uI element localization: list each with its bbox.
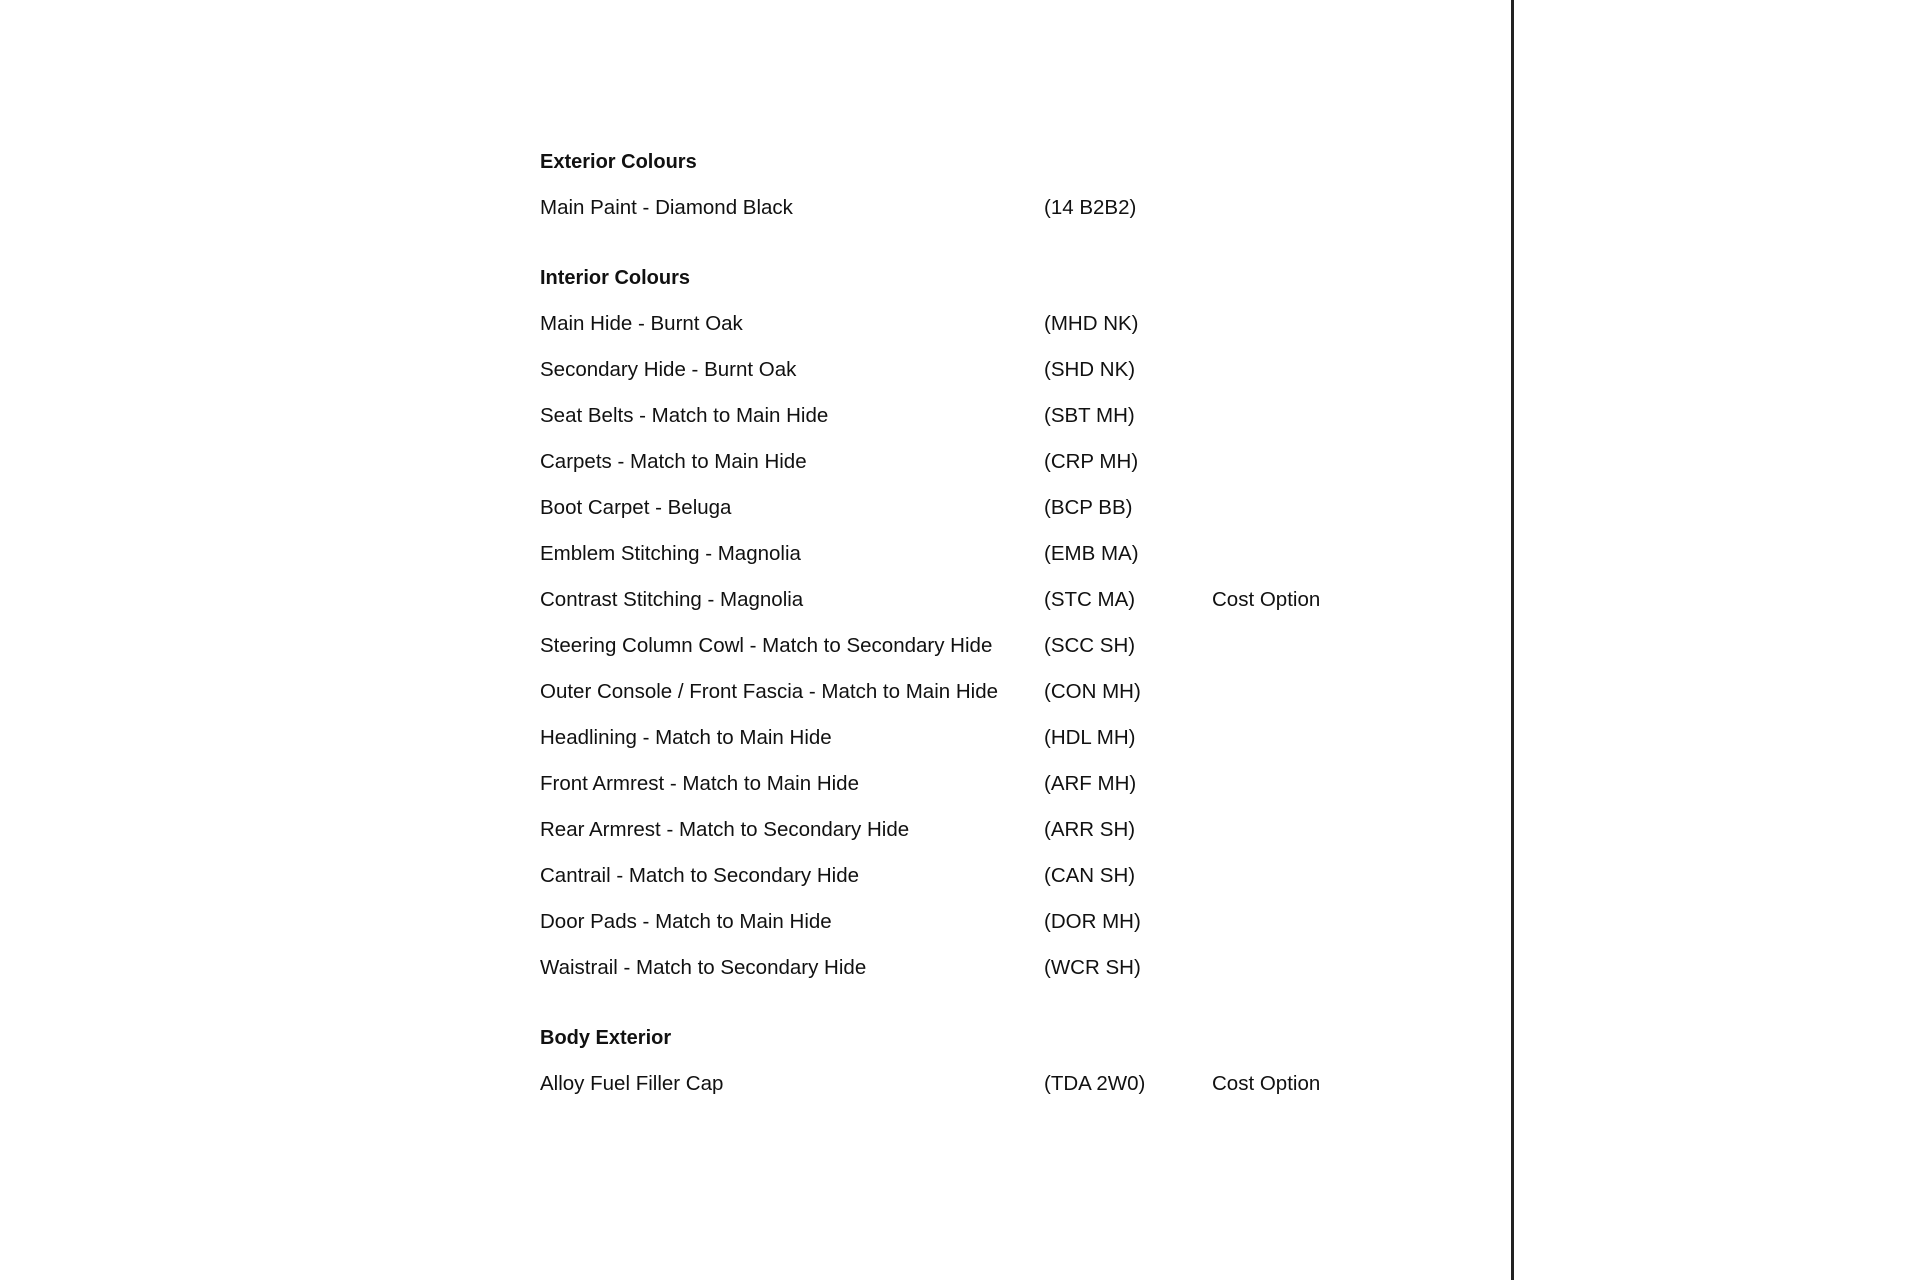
spec-row (540, 358, 1440, 382)
spec-row (540, 404, 1440, 428)
spec-item: Main Paint - Diamond Black (540, 196, 793, 219)
spec-row (540, 772, 1440, 796)
spec-code: (CRP MH) (1044, 450, 1139, 473)
spec-row (540, 588, 1440, 612)
spec-item: Emblem Stitching - Magnolia (540, 542, 801, 565)
spec-row (540, 726, 1440, 750)
section-heading: Interior Colours (540, 267, 691, 289)
spec-code: (CAN SH) (1044, 864, 1136, 887)
spec-code: (14 B2B2) (1044, 196, 1137, 219)
spec-code: (DOR MH) (1044, 910, 1141, 933)
spec-code: (EMB MA) (1044, 542, 1139, 565)
spec-item: Headlining - Match to Main Hide (540, 726, 832, 749)
spec-code: (ARR SH) (1044, 818, 1136, 841)
spec-code: (SCC SH) (1044, 634, 1136, 657)
spec-code: (SBT MH) (1044, 404, 1135, 427)
page-edge-divider (1511, 0, 1514, 1280)
spec-code: (WCR SH) (1044, 956, 1141, 979)
spec-code: (CON MH) (1044, 680, 1141, 703)
spec-note: Cost Option (1212, 1072, 1321, 1095)
spec-item: Carpets - Match to Main Hide (540, 450, 807, 473)
spec-code: (STC MA) (1044, 588, 1136, 611)
spec-code: (MHD NK) (1044, 312, 1139, 335)
spec-row (540, 496, 1440, 520)
spec-item: Seat Belts - Match to Main Hide (540, 404, 829, 427)
spec-item: Waistrail - Match to Secondary Hide (540, 956, 867, 979)
spec-code: (ARF MH) (1044, 772, 1137, 795)
spec-row (540, 864, 1440, 888)
spec-row (540, 818, 1440, 842)
spec-note: Cost Option (1212, 588, 1321, 611)
spec-item: Front Armrest - Match to Main Hide (540, 772, 859, 795)
spec-item: Rear Armrest - Match to Secondary Hide (540, 818, 910, 841)
section-heading: Body Exterior (540, 1027, 672, 1049)
spec-row (540, 910, 1440, 934)
spec-item: Main Hide - Burnt Oak (540, 312, 743, 335)
spec-row (540, 680, 1440, 704)
section-exterior-colours (540, 150, 1440, 220)
spec-item: Secondary Hide - Burnt Oak (540, 358, 797, 381)
specification-list (540, 150, 1440, 1142)
spec-item: Outer Console / Front Fascia - Match to Main Hide (540, 680, 999, 703)
spec-item: Steering Column Cowl - Match to Secondary Hide (540, 634, 993, 657)
spec-row (540, 1072, 1440, 1096)
spec-row (540, 312, 1440, 336)
spec-code: (TDA 2W0) (1044, 1072, 1146, 1095)
spec-item: Boot Carpet - Beluga (540, 496, 732, 519)
spec-row (540, 634, 1440, 658)
spec-row (540, 450, 1440, 474)
section-body-exterior (540, 1026, 1440, 1096)
section-heading: Exterior Colours (540, 151, 697, 173)
spec-item: Door Pads - Match to Main Hide (540, 910, 832, 933)
spec-code: (HDL MH) (1044, 726, 1136, 749)
spec-code: (BCP BB) (1044, 496, 1133, 519)
section-interior-colours (540, 266, 1440, 980)
spec-code: (SHD NK) (1044, 358, 1136, 381)
spec-item: Cantrail - Match to Secondary Hide (540, 864, 860, 887)
spec-row (540, 542, 1440, 566)
spec-row (540, 196, 1440, 220)
spec-row (540, 956, 1440, 980)
spec-item: Alloy Fuel Filler Cap (540, 1072, 724, 1095)
spec-item: Contrast Stitching - Magnolia (540, 588, 804, 611)
